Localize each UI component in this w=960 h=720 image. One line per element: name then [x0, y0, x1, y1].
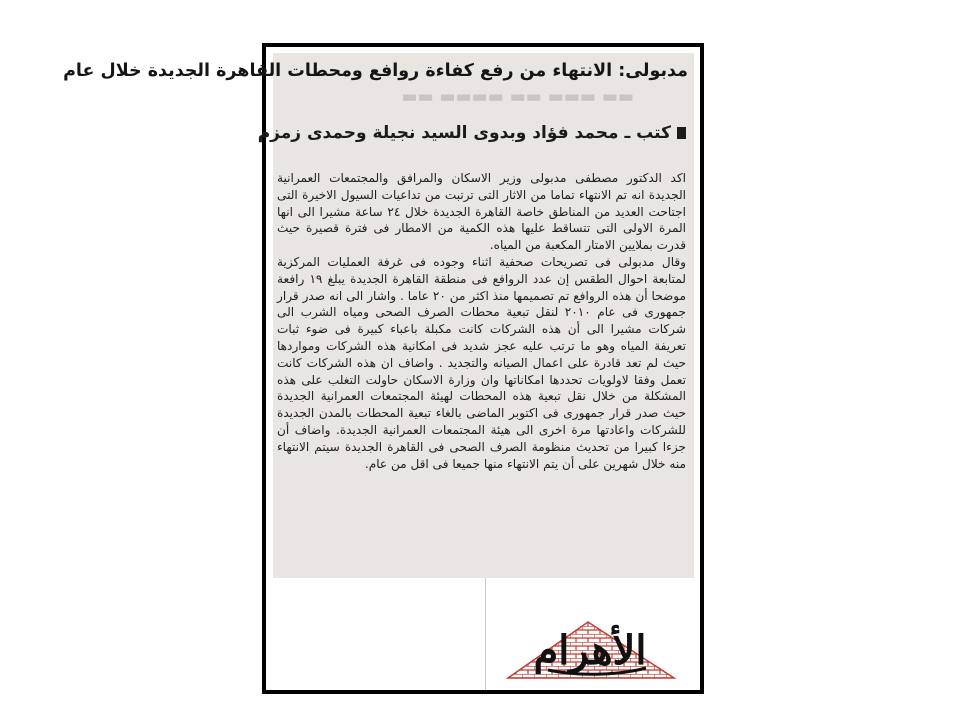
article-headline: مدبولى: الانتهاء من رفع كفاءة روافع ومحطات القاهرة الجديدة خلال عام — [63, 61, 688, 81]
bleed-through-text: ▬▬ ▬▬▬ ▬▬ ▬▬▬▬ ▬▬ — [401, 87, 634, 107]
article-paragraph-2: وقال مدبولى فى تصريحات صحفية اثناء وجوده فى غرفة العمليات المركزية لمتابعة احوال الطقس إن عدد الروافع فى منطقة القاهرة الجديدة يبلغ ١٩ رافعة موضحا أن هذه الروافع تم تصميمها منذ اكثر من ٢٠ عاما . واشار الى انه صدر قرار جمهورى فى عام ٢٠١٠ لنقل تبعية محطات الصرف الصحى ومياه الشرب الى شركات مشيرا الى أن هذه الشركات كانت مكبلة باعباء كبيرة فى ضوء ثبات تعريفة المياه وهو ما ترتب عليه عجز شديد فى امكانية هذه الشركات ومواردها حيث لم تعد قادرة على اعمال الصيانه والتجديد . واضاف ان هذه الشركات كانت تعمل وفقا لاولويات تحددها امكاناتها وان وزارة الاسكان حاولت التغلب على هذه المشكلة من خلال نقل تبعية هذه المحطات لهيئة المجتمعات العمرانية الجديدة حيث صدر قرار جمهورى فى اكتوبر الماضى بالغاء تبعية المحطات بالمدن الجديدة للشركات واعادتها مرة اخرى الى هيئة المجتمعات العمرانية الجديدة. واضاف أن جزءا كبيرا من تحديث منظومة الصرف الصحى فى القاهرة الجديدة سيتم الانتهاء منه خلال شهرين على أن يتم الانتهاء منها جميعا فى اقل من عام. — [277, 254, 686, 471]
byline-bullet-icon — [677, 127, 686, 139]
article-byline — [257, 123, 686, 143]
byline-text: كتب ـ محمد فؤاد وبدوى السيد نجيلة وحمدى زمزم — [257, 123, 671, 143]
newspaper-clipping — [63, 53, 694, 578]
newspaper-logo — [485, 578, 694, 690]
article-paragraph-1: اكد الدكتور مصطفى مدبولى وزير الاسكان والمرافق والمجتمعات العمرانية الجديدة انه تم الانتهاء تماما من الاثار التى ترتبت من تداعيات السيول الاخيرة التى اجتاحت العديد من المناطق خاصة القاهرة الجديدة خلال ٢٤ ساعة مشيرا الى انها المرة الاولى التى تتساقط عليها هذه الكمية من الامطار فى فترة قصيرة حيث قدرت بملايين الامتار المكعبة من المياه. — [277, 171, 686, 253]
logo-wordmark: الأهرام — [533, 627, 647, 674]
clipping-frame — [63, 43, 704, 694]
article-body — [277, 170, 686, 472]
pyramid-brick-icon — [486, 578, 694, 690]
